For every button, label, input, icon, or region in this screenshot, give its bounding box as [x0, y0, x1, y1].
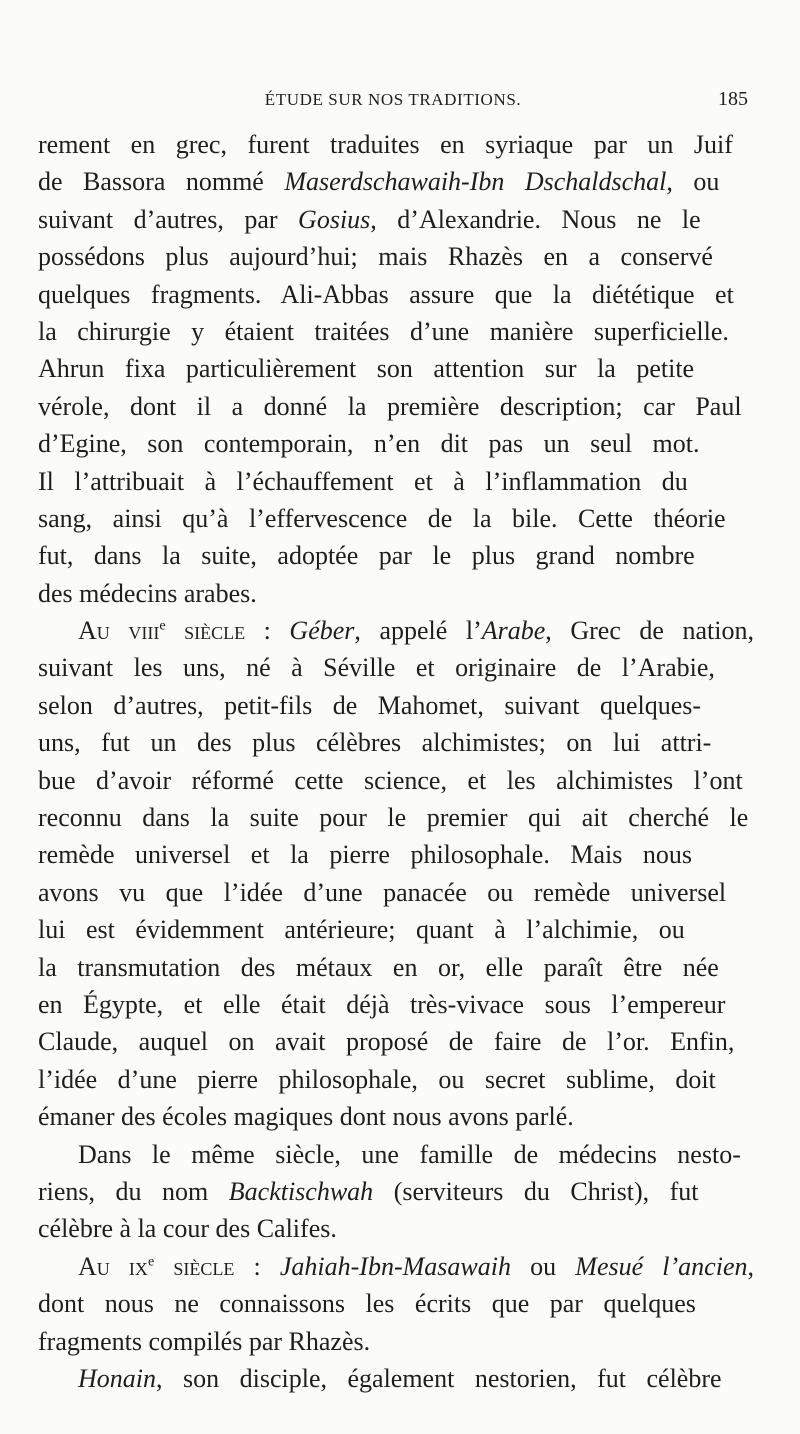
line-text: quelques fragments. Ali-Abbas assure que la diététique et [38, 279, 734, 309]
text-line-2 [38, 163, 754, 200]
text-line-33 [38, 1323, 754, 1360]
body-text [38, 126, 754, 1397]
line-text: émaner des écoles magiques dont nous avons parlé. [38, 1102, 574, 1132]
text-line-3 [38, 201, 754, 238]
text-span: ou [510, 1251, 576, 1281]
text-span: riens, du nom [38, 1176, 229, 1206]
italic-name: Backtischwah [228, 1176, 374, 1206]
line-text [38, 201, 701, 238]
text-span: siècle : [165, 616, 290, 646]
line-text: des médecins arabes. [38, 578, 257, 608]
line-text: avons vu que l’idée d’une panacée ou remède universel [38, 877, 727, 907]
text-line-17 [38, 724, 754, 761]
italic-name: Maserdschawaih-Ibn Dschaldschal [284, 167, 667, 197]
text-span: suivant d’autres, par [38, 204, 299, 234]
text-span: , appelé l’ [354, 616, 482, 646]
text-line-26 [38, 1061, 754, 1098]
line-text: bue d’avoir réformé cette science, et les alchimistes l’ont [38, 765, 743, 795]
line-text: uns, fut un des plus célèbres alchimistes; on lui attri- [38, 728, 712, 758]
text-line-7 [38, 350, 754, 387]
text-line-19 [38, 799, 754, 836]
text-line-23 [38, 949, 754, 986]
text-line-24 [38, 986, 754, 1023]
italic-name: Gosius [298, 204, 371, 234]
text-span: , son disciple, également nestorien, fut célèbre [156, 1363, 722, 1393]
italic-name: Jahiah-Ibn-Masawaih [279, 1251, 511, 1281]
text-line-34 [38, 1360, 754, 1397]
line-text: possédons plus aujourd’hui; mais Rhazès en a conservé [38, 242, 713, 272]
line-text: fut, dans la suite, adoptée par le plus grand nombre [38, 541, 695, 571]
superscript: e [147, 1254, 155, 1270]
text-line-13 [38, 575, 754, 612]
italic-name: Mesué l’ancien [575, 1251, 748, 1281]
italic-name: Honain [78, 1363, 156, 1393]
text-line-29 [38, 1173, 754, 1210]
century-label: Au ix [78, 1251, 148, 1281]
page-number: 185 [718, 88, 748, 110]
text-line-18 [38, 762, 754, 799]
text-span: siècle : [154, 1251, 280, 1281]
page-header [38, 88, 748, 118]
line-text: d’Egine, son contemporain, n’en dit pas un seul mot. [38, 429, 700, 459]
text-span: , [747, 1251, 754, 1281]
line-text: rement en grec, furent traduites en syriaque par un Juif [38, 130, 733, 159]
line-text [38, 163, 719, 200]
line-text: Il l’attribuait à l’échauffement et à l’inflammation du [38, 466, 688, 496]
text-span: (serviteurs du Christ), fut [373, 1176, 699, 1206]
line-text: remède universel et la pierre philosophale. Mais nous [38, 840, 692, 870]
text-span: de Bassora nommé [38, 167, 285, 197]
line-text: la chirurgie y étaient traitées d’une manière superficielle. [38, 316, 729, 346]
line-text: Claude, auquel on avait proposé de faire de l’or. Enfin, [38, 1027, 735, 1057]
text-line-32 [38, 1285, 754, 1322]
text-line-16 [38, 687, 754, 724]
text-line-31 [38, 1248, 754, 1285]
italic-name: Géber [289, 616, 355, 646]
text-line-8 [38, 388, 754, 425]
text-line-15 [38, 649, 754, 686]
line-text: fragments compilés par Rhazès. [38, 1326, 371, 1356]
line-text: sang, ainsi qu’à l’effervescence de la bile. Cette théorie [38, 503, 726, 533]
line-text: Ahrun fixa particulièrement son attention sur la petite [38, 354, 695, 384]
line-text: l’idée d’une pierre philosophale, ou secret sublime, doit [38, 1064, 716, 1094]
line-text: en Égypte, et elle était déjà très-vivace sous l’empereur [38, 989, 726, 1019]
text-line-10 [38, 463, 754, 500]
text-line-22 [38, 911, 754, 948]
text-span: , ou [666, 167, 720, 197]
text-line-27 [38, 1098, 754, 1135]
line-text: célèbre à la cour des Califes. [38, 1214, 337, 1244]
running-title: ÉTUDE SUR NOS TRADITIONS. [264, 90, 522, 109]
line-text [38, 1173, 699, 1210]
text-line-21 [38, 874, 754, 911]
text-line-11 [38, 500, 754, 537]
text-line-1 [38, 126, 754, 163]
line-text [78, 1248, 754, 1285]
century-label: Au viii [78, 616, 160, 646]
line-text: lui est évidemment antérieure; quant à l’alchimie, ou [38, 915, 685, 945]
text-line-30 [38, 1210, 754, 1247]
text-line-20 [38, 836, 754, 873]
text-line-12 [38, 537, 754, 574]
line-text: reconnu dans la suite pour le premier qui ait cherché le [38, 803, 749, 833]
text-line-28 [38, 1136, 754, 1173]
text-line-9 [38, 425, 754, 462]
line-text: Dans le même siècle, une famille de médecins nesto- [78, 1139, 741, 1169]
text-line-5 [38, 276, 754, 313]
line-text [78, 612, 754, 649]
line-text [78, 1360, 722, 1397]
line-text: vérole, dont il a donné la première description; car Paul [38, 391, 742, 421]
text-line-6 [38, 313, 754, 350]
line-text: suivant les uns, né à Séville et originaire de l’Arabie, [38, 653, 715, 683]
line-text: dont nous ne connaissons les écrits que par quelques [38, 1289, 696, 1319]
text-line-25 [38, 1023, 754, 1060]
superscript: e [159, 618, 166, 634]
line-text: selon d’autres, petit-fils de Mahomet, suivant quelques- [38, 690, 702, 720]
italic-name: Arabe [481, 616, 546, 646]
text-span: , d’Alexandrie. Nous ne le [370, 204, 701, 234]
line-text: la transmutation des métaux en or, elle paraît être née [38, 952, 719, 982]
text-span: , Grec de nation, [545, 616, 754, 646]
text-line-4 [38, 238, 754, 275]
text-line-14 [38, 612, 754, 649]
